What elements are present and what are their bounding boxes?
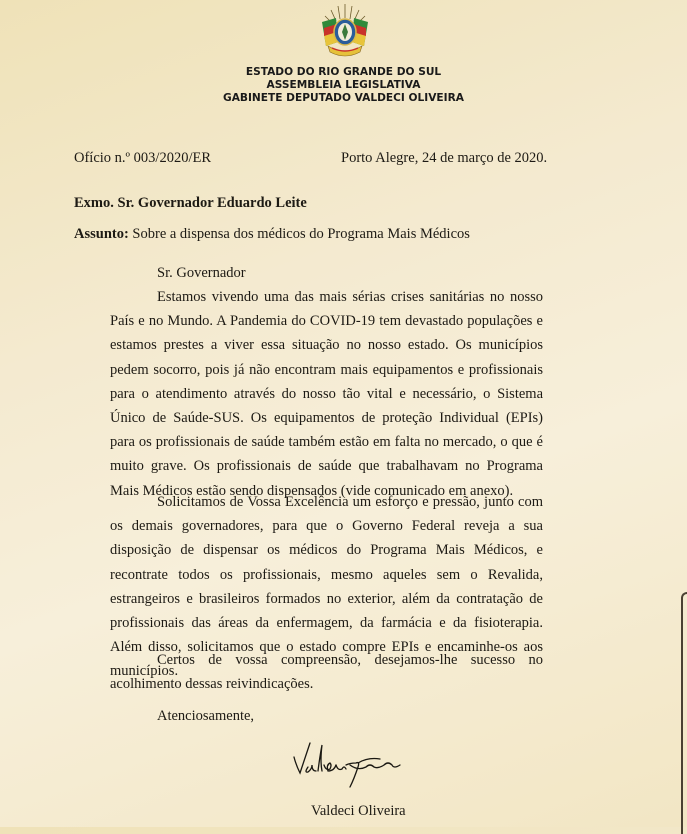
salutation: Sr. Governador [157,265,246,281]
body-paragraph: Solicitamos de Vossa Excelência um esforço e pressão, junto com os demais governadores, para que o Governo Federal reveja a sua disposição de dispensar os médicos do Programa Mais Médicos, e recontrate todos os profissionais, mesmo aqueles sem o Revalida, estrangeiros e brasileiros formados no exterior, além da contratação de profissionais das áreas da enfermagem, da farmácia e da fisioterapia. Além disso, solicitamos que o estado compre EPIs e encaminhe-os aos municípios. [110,494,543,680]
letterhead-office: GABINETE DEPUTADO VALDECI OLIVEIRA [223,92,464,104]
subject-line [74,226,470,243]
place-date: Porto Alegre, 24 de março de 2020. [341,150,548,166]
closing: Atenciosamente, [157,708,255,724]
subject-label: Assunto: [74,226,129,242]
body-paragraph: Estamos vivendo uma das mais sérias crises sanitárias no nosso País e no Mundo. A Pandemia do COVID-19 tem devastado populações e estamos prestes a viver essa situação no nosso estado. Os municípios pedem socorro, pois já não encontram mais equipamentos e profissionais para o atendimento através do nosso tão vital e necessário, o Sistema Único de Saúde-SUS. Os equipamentos de proteção Individual (EPIs) para os profissionais de saúde também estão em falta no mercado, o que é muito grave. Os profissionais de saúde que trabalhavam no Programa Mais Médicos estão sendo dispensados (vide comunicado em anexo). [110,289,543,499]
recipient: Exmo. Sr. Governador Eduardo Leite [74,195,307,211]
reference-number: Ofício n.º 003/2020/ER [74,150,211,166]
page-edge-divider [681,592,687,834]
subject-text: Sobre a dispensa dos médicos do Programa Mais Médicos [128,226,470,242]
coat-of-arms-icon [318,2,372,60]
handwritten-signature [288,735,408,791]
letterhead-state: ESTADO DO RIO GRANDE DO SUL [245,66,442,78]
signer-name: Valdeci Oliveira [311,803,406,819]
letterhead-assembly: ASSEMBLEIA LEGISLATIVA [266,79,421,91]
body-paragraph: Certos de vossa compreensão, desejamos-lhe sucesso no acolhimento dessas reivindicações. [110,652,543,693]
